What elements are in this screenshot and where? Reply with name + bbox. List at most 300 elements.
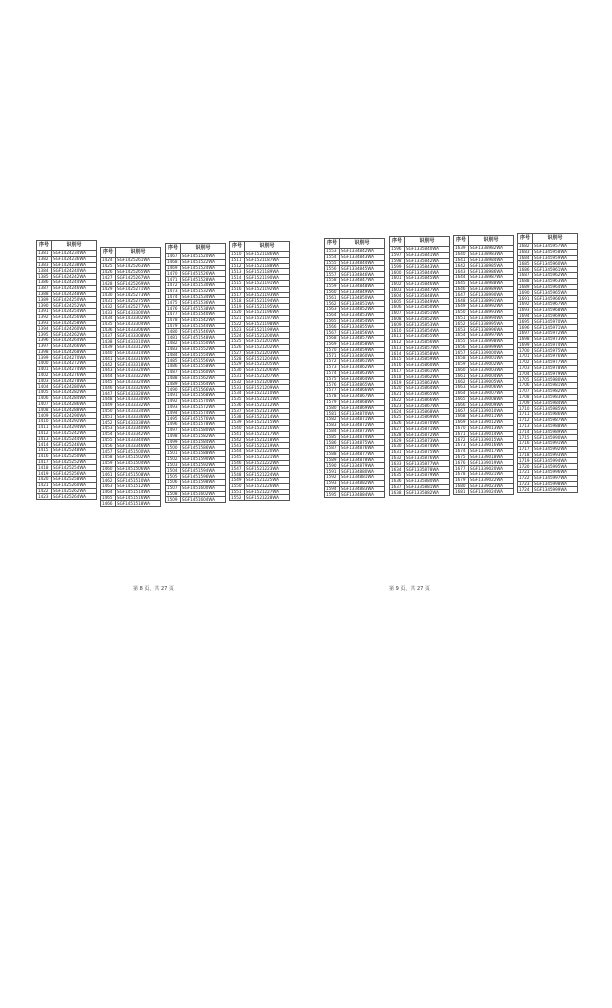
row-number: 1480 (166, 329, 181, 335)
row-number: 1546 (230, 460, 245, 466)
row-number: 1446 (101, 385, 116, 391)
row-code: SGF1425265WA (116, 269, 161, 275)
row-code: SGF1521191WA (245, 280, 290, 286)
row-number: 1694 (518, 313, 533, 319)
row-number: 1688 (518, 278, 533, 284)
row-number: 1468 (166, 259, 181, 265)
row-code: SGF1335860WA (405, 362, 450, 368)
row-code: SGF1451580WA (181, 427, 226, 433)
row-code: SGF1451510WA (116, 478, 161, 484)
row-code: SGF1433332WA (116, 402, 161, 408)
row-code: SGF1334868WA (340, 399, 385, 405)
row-code: SGF1345988WA (533, 423, 578, 429)
row-number: 1663 (454, 385, 469, 391)
row-code: SGF1451512WA (116, 484, 161, 490)
row-number: 1530 (230, 367, 245, 373)
row-code: SGF1345996WA (533, 470, 578, 476)
row-number: 1626 (390, 420, 405, 426)
row-number: 1513 (230, 269, 245, 275)
row-code: SGF1433310WA (116, 339, 161, 345)
row-number: 1685 (518, 261, 533, 267)
row-number: 1437 (101, 333, 116, 339)
row-code: SGF1345957WA (533, 244, 578, 250)
row-code: SGF1335875WA (405, 449, 450, 455)
row-number: 1464 (101, 489, 116, 495)
row-number: 1423 (37, 494, 52, 500)
row-number: 1680 (454, 483, 469, 489)
row-code: SGF1339001WA (469, 356, 514, 362)
row-number: 1616 (390, 362, 405, 368)
row-code: SGF1425244WA (52, 436, 97, 442)
table-row (518, 487, 578, 493)
row-code: SGF1451592WA (181, 462, 226, 468)
row-number: 1675 (454, 454, 469, 460)
row-number: 1409 (37, 413, 52, 419)
row-code: SGF1338983WA (469, 251, 514, 257)
row-number: 1436 (101, 327, 116, 333)
row-code: SGF1335841WA (405, 252, 450, 258)
row-number: 1561 (325, 295, 340, 301)
row-number: 1609 (390, 322, 405, 328)
row-code: SGF1433326WA (116, 385, 161, 391)
row-number: 1673 (454, 443, 469, 449)
row-code: SGF1424262WA (52, 332, 97, 338)
row-code: SGF1335847WA (405, 287, 450, 293)
row-code: SGF1345998WA (533, 481, 578, 487)
row-code: SGF1521212WA (245, 402, 290, 408)
row-number: 1655 (454, 338, 469, 344)
row-number: 1713 (518, 423, 533, 429)
row-code: SGF1334855WA (340, 324, 385, 330)
row-number: 1628 (390, 432, 405, 438)
row-code: SGF1451552WA (181, 346, 226, 352)
row-code: SGF1433338WA (116, 420, 161, 426)
row-number: 1415 (37, 448, 52, 454)
row-number: 1391 (37, 308, 52, 314)
row-code: SGF1335854WA (405, 328, 450, 334)
row-number: 1425 (101, 263, 116, 269)
row-number: 1505 (166, 474, 181, 480)
row-code: SGF1451520WA (181, 254, 226, 260)
row-number: 1386 (37, 279, 52, 285)
row-number: 1627 (390, 426, 405, 432)
row-code: SGF1334859WA (340, 347, 385, 353)
row-code: SGF1451576WA (181, 416, 226, 422)
header-seq: 序号 (518, 234, 533, 244)
row-number: 1383 (37, 262, 52, 268)
row-number: 1709 (518, 400, 533, 406)
row-number: 1466 (101, 501, 116, 507)
row-code: SGF1345965WA (533, 290, 578, 296)
row-number: 1657 (454, 350, 469, 356)
header-seq: 序号 (37, 241, 52, 251)
row-number: 1698 (518, 336, 533, 342)
row-number: 1385 (37, 274, 52, 280)
row-code: SGF1335855WA (405, 333, 450, 339)
row-code: SGF1338986WA (469, 269, 514, 275)
row-number: 1544 (230, 449, 245, 455)
row-number: 1718 (518, 452, 533, 458)
row-number: 1672 (454, 437, 469, 443)
row-number: 1401 (37, 366, 52, 372)
row-number: 1467 (166, 254, 181, 260)
right-page (306, 0, 612, 1008)
row-code: SGF1451600WA (181, 485, 226, 491)
row-code: SGF1345975WA (533, 348, 578, 354)
row-number: 1479 (166, 323, 181, 329)
row-code: SGF1334846WA (340, 272, 385, 278)
row-code: SGF1335867WA (405, 403, 450, 409)
row-number: 1581 (325, 411, 340, 417)
row-number: 1592 (325, 475, 340, 481)
row-number: 1459 (101, 460, 116, 466)
row-number: 1478 (166, 317, 181, 323)
header-seq: 序号 (454, 236, 469, 246)
row-code: SGF1521204WA (245, 356, 290, 362)
row-number: 1404 (37, 384, 52, 390)
row-code: SGF1339011WA (469, 414, 514, 420)
row-number: 1441 (101, 356, 116, 362)
row-code: SGF1424278WA (52, 378, 97, 384)
row-number: 1720 (518, 464, 533, 470)
row-number: 1488 (166, 375, 181, 381)
row-code: SGF1424256WA (52, 314, 97, 320)
row-number: 1632 (390, 455, 405, 461)
row-number: 1714 (518, 429, 533, 435)
row-code: SGF1338991WA (469, 298, 514, 304)
row-number: 1711 (518, 412, 533, 418)
code-table (389, 236, 450, 496)
row-number: 1517 (230, 292, 245, 298)
row-number: 1498 (166, 433, 181, 439)
row-code: SGF1335879WA (405, 473, 450, 479)
row-number: 1560 (325, 289, 340, 295)
row-code: SGF1334857WA (340, 335, 385, 341)
row-number: 1445 (101, 379, 116, 385)
row-code: SGF1433304WA (116, 321, 161, 327)
row-number: 1719 (518, 458, 533, 464)
row-code: SGF1424234WA (52, 251, 97, 257)
row-code: SGF1335859WA (405, 357, 450, 363)
row-number: 1604 (390, 293, 405, 299)
row-code: SGF1334874WA (340, 434, 385, 440)
row-number: 1590 (325, 463, 340, 469)
row-number: 1591 (325, 469, 340, 475)
row-code: SGF1339008WA (469, 396, 514, 402)
row-code: SGF1451566WA (181, 387, 226, 393)
row-number: 1593 (325, 480, 340, 486)
row-number: 1419 (37, 471, 52, 477)
row-number: 1471 (166, 277, 181, 283)
row-code: SGF1425264WA (52, 494, 97, 500)
row-code: SGF1345976WA (533, 354, 578, 360)
row-code: SGF1425256WA (52, 471, 97, 477)
row-code: SGF1335861WA (405, 368, 450, 374)
row-code: SGF1433306WA (116, 327, 161, 333)
row-number: 1665 (454, 396, 469, 402)
row-number: 1682 (518, 244, 533, 250)
row-number: 1684 (518, 255, 533, 261)
row-code: SGF1424252WA (52, 303, 97, 309)
row-number: 1676 (454, 460, 469, 466)
row-code: SGF1451548WA (181, 335, 226, 341)
row-number: 1418 (37, 465, 52, 471)
row-code: SGF1451594WA (181, 468, 226, 474)
row-code: SGF1425260WA (52, 482, 97, 488)
row-code: SGF1521208WA (245, 379, 290, 385)
row-code: SGF1339014WA (469, 431, 514, 437)
row-number: 1567 (325, 330, 340, 336)
row-number: 1564 (325, 312, 340, 318)
row-code: SGF1345972WA (533, 330, 578, 336)
row-code: SGF1335876WA (405, 455, 450, 461)
row-number: 1623 (390, 403, 405, 409)
row-code: SGF1345967WA (533, 301, 578, 307)
row-number: 1600 (390, 270, 405, 276)
row-code: SGF1334861WA (340, 359, 385, 365)
row-number: 1428 (101, 281, 116, 287)
row-code: SGF1424268WA (52, 349, 97, 355)
row-code: SGF1335844WA (405, 270, 450, 276)
row-number: 1710 (518, 406, 533, 412)
row-code: SGF1345964WA (533, 284, 578, 290)
header-code: 识别号 (52, 241, 97, 251)
row-code: SGF1339010WA (469, 408, 514, 414)
row-number: 1583 (325, 422, 340, 428)
row-number: 1570 (325, 347, 340, 353)
row-number: 1460 (101, 466, 116, 472)
row-number: 1584 (325, 428, 340, 434)
row-code: SGF1339024WA (469, 489, 514, 495)
row-code: SGF1334854WA (340, 318, 385, 324)
row-code: SGF1334864WA (340, 376, 385, 382)
row-code: SGF1433342WA (116, 431, 161, 437)
row-code: SGF1433340WA (116, 426, 161, 432)
row-code: SGF1335857WA (405, 345, 450, 351)
row-code: SGF1521189WA (245, 269, 290, 275)
row-number: 1586 (325, 440, 340, 446)
row-number: 1578 (325, 393, 340, 399)
row-code: SGF1338993WA (469, 309, 514, 315)
row-code: SGF1521198WA (245, 321, 290, 327)
row-number: 1565 (325, 318, 340, 324)
row-code: SGF1424238WA (52, 262, 97, 268)
row-number: 1500 (166, 445, 181, 451)
row-number: 1547 (230, 466, 245, 472)
row-number: 1440 (101, 350, 116, 356)
row-number: 1416 (37, 453, 52, 459)
row-code: SGF1451524WA (181, 265, 226, 271)
row-code: SGF1339009WA (469, 402, 514, 408)
row-number: 1563 (325, 306, 340, 312)
row-code: SGF1339022WA (469, 477, 514, 483)
row-code: SGF1339013WA (469, 425, 514, 431)
row-number: 1487 (166, 369, 181, 375)
row-number: 1575 (325, 376, 340, 382)
row-number: 1630 (390, 444, 405, 450)
row-number: 1516 (230, 286, 245, 292)
row-number: 1417 (37, 459, 52, 465)
row-number: 1699 (518, 342, 533, 348)
row-number: 1519 (230, 304, 245, 310)
row-number: 1652 (454, 321, 469, 327)
row-code: SGF1334843WA (340, 254, 385, 260)
row-number: 1555 (325, 260, 340, 266)
row-code: SGF1335882WA (405, 490, 450, 496)
row-code: SGF1451570WA (181, 398, 226, 404)
row-code: SGF1335872WA (405, 432, 450, 438)
row-number: 1678 (454, 472, 469, 478)
row-code: SGF1345999WA (533, 487, 578, 493)
row-number: 1708 (518, 394, 533, 400)
row-number: 1640 (454, 251, 469, 257)
row-code: SGF1433320WA (116, 368, 161, 374)
row-code: SGF1345980WA (533, 377, 578, 383)
row-number: 1611 (390, 333, 405, 339)
row-number: 1574 (325, 370, 340, 376)
row-code: SGF1339023WA (469, 483, 514, 489)
row-number: 1712 (518, 417, 533, 423)
row-code: SGF1424258WA (52, 320, 97, 326)
row-number: 1534 (230, 391, 245, 397)
row-code: SGF1345969WA (533, 313, 578, 319)
row-code: SGF1335852WA (405, 316, 450, 322)
row-code: SGF1339006WA (469, 385, 514, 391)
row-code: SGF1451534WA (181, 294, 226, 300)
row-number: 1395 (37, 332, 52, 338)
row-number: 1599 (390, 264, 405, 270)
row-number: 1433 (101, 310, 116, 316)
row-code: SGF1521218WA (245, 437, 290, 443)
row-code: SGF1521221WA (245, 454, 290, 460)
row-code: SGF1433328WA (116, 391, 161, 397)
row-code: SGF1521196WA (245, 309, 290, 315)
header-seq: 序号 (325, 239, 340, 249)
row-number: 1540 (230, 425, 245, 431)
row-number: 1435 (101, 321, 116, 327)
row-code: SGF1339017WA (469, 448, 514, 454)
row-number: 1431 (101, 298, 116, 304)
row-code: SGF1345994WA (533, 458, 578, 464)
row-code: SGF1425246WA (52, 442, 97, 448)
row-number: 1400 (37, 361, 52, 367)
row-number: 1427 (101, 275, 116, 281)
row-number: 1402 (37, 372, 52, 378)
row-number: 1523 (230, 327, 245, 333)
row-code: SGF1424248WA (52, 291, 97, 297)
row-number: 1656 (454, 344, 469, 350)
row-number: 1576 (325, 382, 340, 388)
row-number: 1660 (454, 367, 469, 373)
row-number: 1426 (101, 269, 116, 275)
row-number: 1508 (166, 491, 181, 497)
row-number: 1452 (101, 420, 116, 426)
row-code: SGF1425258WA (52, 477, 97, 483)
row-code: SGF1521211WA (245, 396, 290, 402)
row-number: 1430 (101, 292, 116, 298)
row-code: SGF1345984WA (533, 400, 578, 406)
row-code: SGF1339012WA (469, 419, 514, 425)
row-code: SGF1451530WA (181, 282, 226, 288)
row-code: SGF1345971WA (533, 325, 578, 331)
row-number: 1569 (325, 341, 340, 347)
row-code: SGF1338992WA (469, 303, 514, 309)
row-code: SGF1425271WA (116, 286, 161, 292)
row-code: SGF1425254WA (52, 465, 97, 471)
row-code: SGF1433316WA (116, 356, 161, 362)
row-number: 1668 (454, 414, 469, 420)
row-number: 1398 (37, 349, 52, 355)
row-number: 1504 (166, 468, 181, 474)
row-number: 1692 (518, 301, 533, 307)
row-number: 1469 (166, 265, 181, 271)
row-number: 1670 (454, 425, 469, 431)
row-number: 1392 (37, 314, 52, 320)
row-number: 1454 (101, 431, 116, 437)
row-code: SGF1451560WA (181, 369, 226, 375)
row-code: SGF1335880WA (405, 478, 450, 484)
row-code: SGF1334871WA (340, 417, 385, 423)
row-code: SGF1334848WA (340, 283, 385, 289)
row-number: 1549 (230, 478, 245, 484)
row-code: SGF1451522WA (181, 259, 226, 265)
row-number: 1537 (230, 408, 245, 414)
row-number: 1542 (230, 437, 245, 443)
row-code: SGF1338994WA (469, 315, 514, 321)
row-code: SGF1521197WA (245, 315, 290, 321)
row-number: 1610 (390, 328, 405, 334)
row-code: SGF1339020WA (469, 466, 514, 472)
row-code: SGF1521209WA (245, 385, 290, 391)
row-code: SGF1451556WA (181, 358, 226, 364)
row-number: 1507 (166, 485, 181, 491)
row-code: SGF1451596WA (181, 474, 226, 480)
row-code: SGF1451502WA (116, 455, 161, 461)
row-number: 1524 (230, 333, 245, 339)
row-code: SGF1334879WA (340, 463, 385, 469)
row-number: 1645 (454, 280, 469, 286)
row-number: 1514 (230, 275, 245, 281)
row-code: SGF1425242WA (52, 430, 97, 436)
row-number: 1721 (518, 470, 533, 476)
row-code: SGF1521216WA (245, 425, 290, 431)
row-code: SGF1451568WA (181, 393, 226, 399)
row-code: SGF1335873WA (405, 438, 450, 444)
row-code: SGF1334860WA (340, 353, 385, 359)
row-number: 1601 (390, 275, 405, 281)
row-code: SGF1451598WA (181, 480, 226, 486)
row-number: 1641 (454, 257, 469, 263)
row-number: 1596 (390, 247, 405, 253)
row-number: 1494 (166, 410, 181, 416)
row-number: 1674 (454, 448, 469, 454)
row-number: 1470 (166, 271, 181, 277)
row-code: SGF1521224WA (245, 472, 290, 478)
row-code: SGF1521213WA (245, 408, 290, 414)
row-number: 1396 (37, 337, 52, 343)
row-code: SGF1424270WA (52, 355, 97, 361)
row-code: SGF1335862WA (405, 374, 450, 380)
row-code: SGF1335851WA (405, 310, 450, 316)
row-number: 1526 (230, 344, 245, 350)
row-number: 1556 (325, 266, 340, 272)
row-number: 1414 (37, 442, 52, 448)
row-code: SGF1345962WA (533, 272, 578, 278)
row-number: 1521 (230, 315, 245, 321)
row-code: SGF1451508WA (116, 472, 161, 478)
row-code: SGF1424284WA (52, 395, 97, 401)
row-number: 1422 (37, 488, 52, 494)
